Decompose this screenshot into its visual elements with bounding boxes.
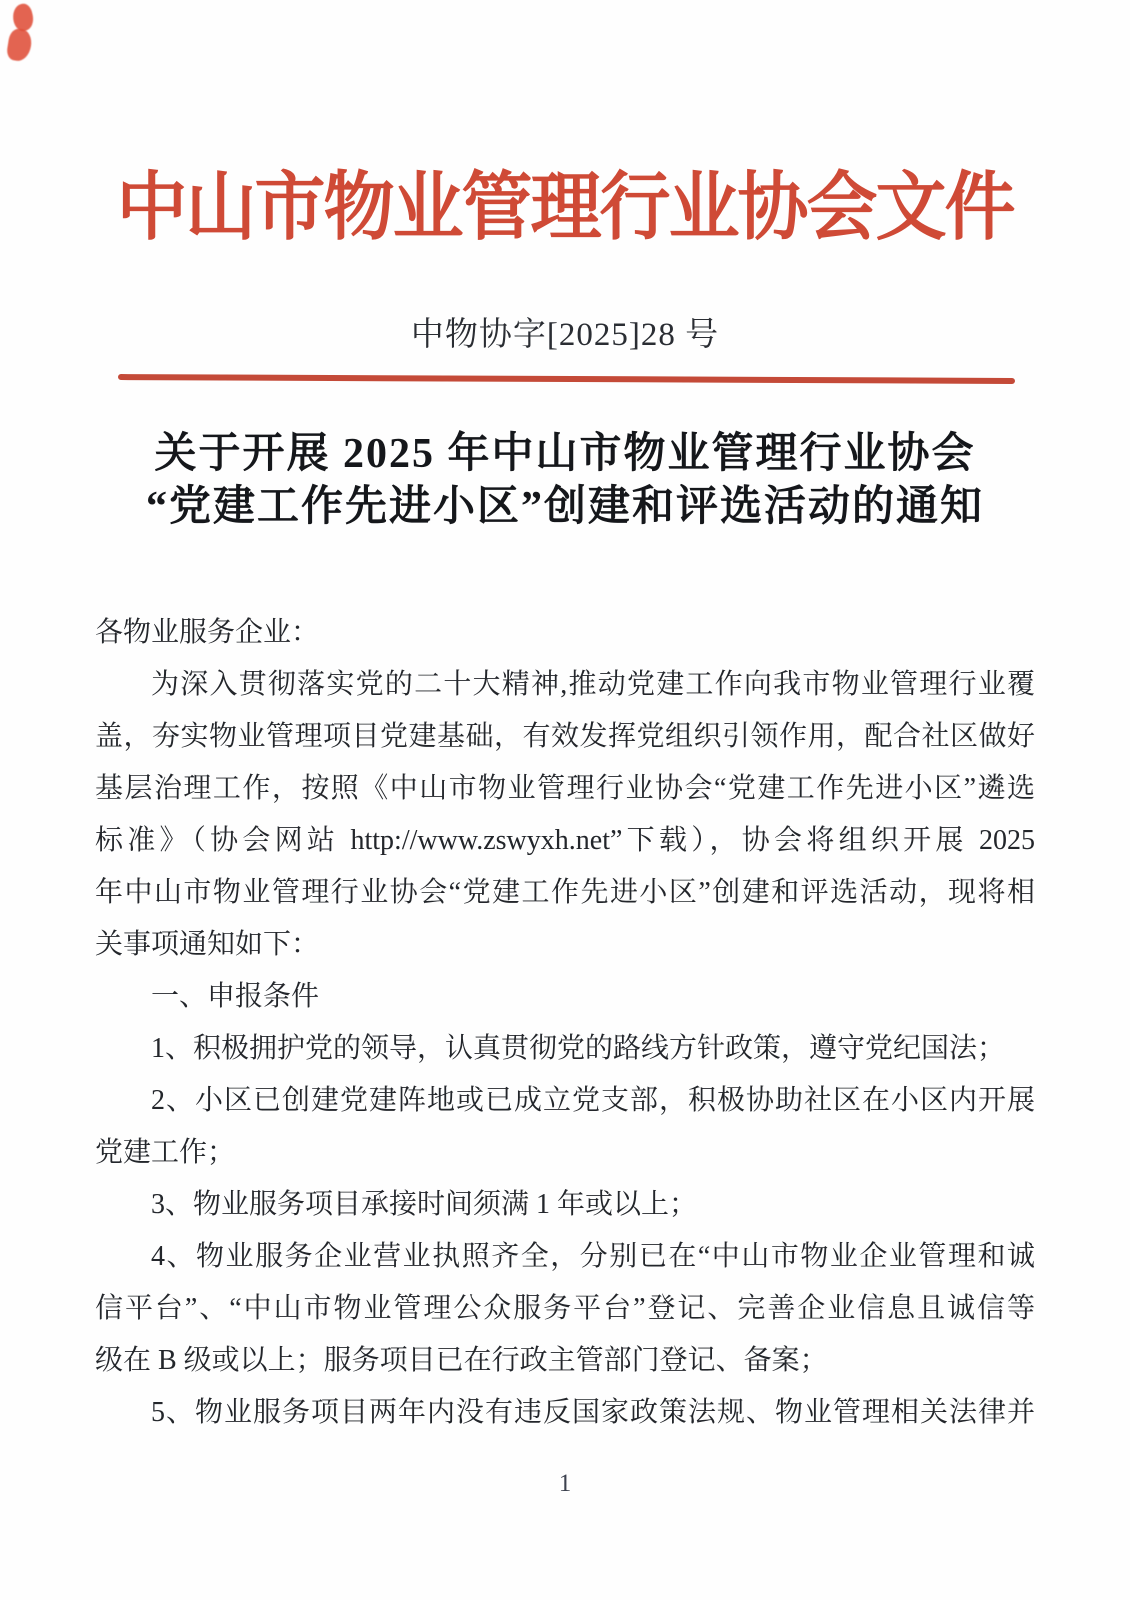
body-line: 党建工作； bbox=[95, 1137, 236, 1168]
document-title bbox=[0, 428, 1130, 534]
body-line: 级在 B 级或以上；服务项目已在行政主管部门登记、备案； bbox=[95, 1345, 828, 1376]
body-line: 标准》（协会网站 http://www.zswyxh.net”下载），协会将组织开展 2025 bbox=[95, 825, 1035, 856]
red-divider-line bbox=[118, 374, 1015, 384]
body-line: 盖，夯实物业管理项目党建基础，有效发挥党组织引领作用，配合社区做好 bbox=[95, 721, 1035, 752]
agency-header-title: 中山市物业管理行业协会文件 bbox=[116, 167, 1014, 250]
body-line: 信平台”、“中山市物业管理公众服务平台”登记、完善企业信息且诚信等 bbox=[95, 1293, 1035, 1324]
body-line: 基层治理工作，按照《中山市物业管理行业协会“党建工作先进小区”遴选 bbox=[95, 773, 1035, 804]
body-line: 1、积极拥护党的领导，认真贯彻党的路线方针政策，遵守党纪国法； bbox=[151, 1033, 1006, 1064]
body-line: 4、物业服务企业营业执照齐全，分别已在“中山市物业企业管理和诚 bbox=[151, 1241, 1035, 1272]
body-line: 5、物业服务项目两年内没有违反国家政策法规、物业管理相关法律并 bbox=[151, 1397, 1035, 1428]
document-number: 中物协字[2025]28 号 bbox=[410, 317, 720, 353]
body-line: 一、申报条件 bbox=[151, 981, 320, 1012]
document-title-line2: “党建工作先进小区”创建和评选活动的通知 bbox=[145, 484, 984, 530]
document-title-line1: 关于开展 2025 年中山市物业管理行业协会 bbox=[154, 431, 976, 477]
page-number: 1 bbox=[558, 1470, 572, 1497]
body-line: 2、小区已创建党建阵地或已成立党支部，积极协助社区在小区内开展 bbox=[151, 1085, 1035, 1116]
red-corner-smudge bbox=[8, 4, 36, 66]
body-line: 年中山市物业管理行业协会“党建工作先进小区”创建和评选活动，现将相 bbox=[95, 877, 1035, 908]
body-text-block bbox=[95, 607, 1035, 1439]
body-line: 关事项通知如下： bbox=[95, 929, 320, 960]
salutation: 各物业服务企业： bbox=[95, 617, 320, 648]
body-line: 3、物业服务项目承接时间须满 1 年或以上； bbox=[151, 1189, 698, 1220]
body-line: 为深入贯彻落实党的二十大精神,推动党建工作向我市物业管理行业覆 bbox=[151, 669, 1035, 700]
body-lines bbox=[95, 659, 1035, 1439]
